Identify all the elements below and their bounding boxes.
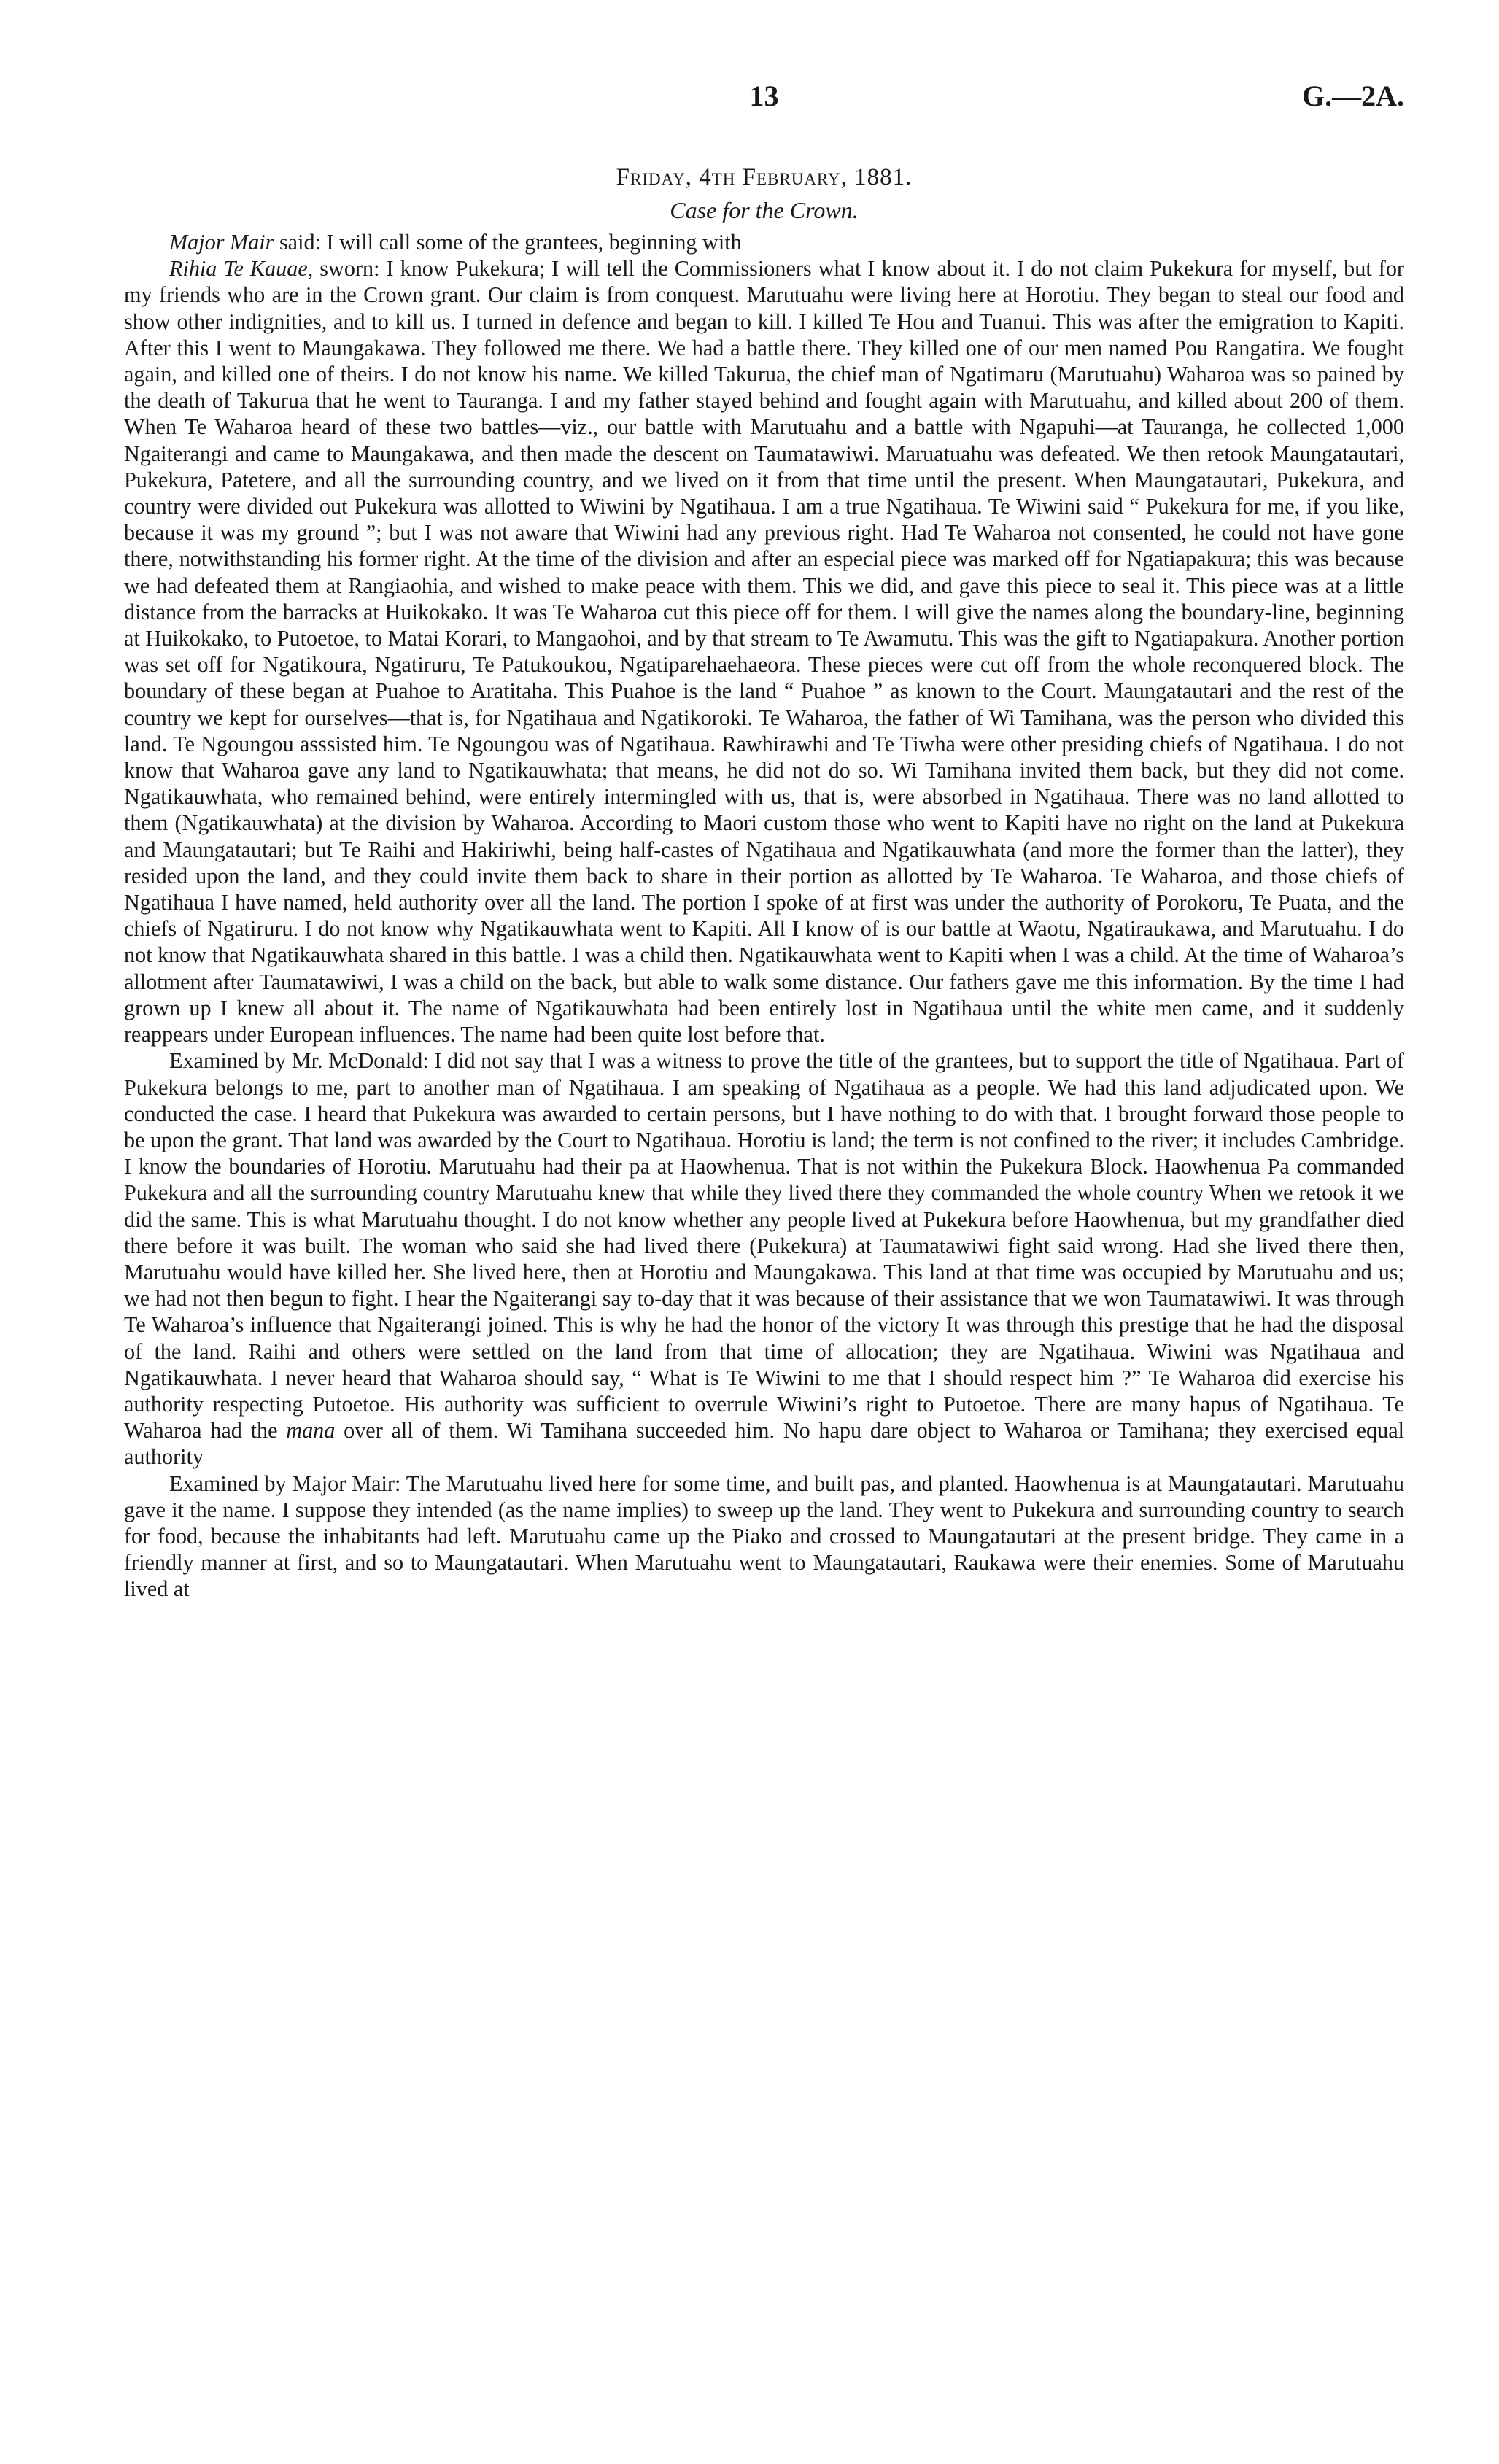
italic-word: mana <box>286 1418 336 1444</box>
page-reference: G.—2A. <box>1302 80 1404 112</box>
paragraph-text: , sworn: I know Pukekura; I will tell the Commissioners what I know about it. I do not claim Pukekura for myself, but for my friends who are in the Crown grant. Our claim is from conquest. Marutuahu were living here at Horotiu. They began to steal our food and show other indignities, and to kill us. I turned in defence and began to kill. I killed Te Hou and Tuanui. This was after the emigration to Kapiti. After this I went to Maungakawa. They followed me there. We had a battle there. They killed one of our men named Pou Rangatira. We fought again, and killed one of theirs. I do not know his name. We killed Takurua, the chief man of Ngatimaru (Marutuahu) Waharoa was so pained by the death of Takurua that he went to Tauranga. I and my father stayed behind and fought again with Marutuahu, and killed about 200 of them. When Te Waharoa heard of these two battles—viz., our battle with Marutuahu and a battle with Ngapuhi—at Tauranga, he collected 1,000 Ngaiterangi and came to Maungakawa, and then made the descent on Taumatawiwi. Maruatuahu was defeated. We then retook Maungatautari, Pukekura, Patetere, and all the surrounding country, and we lived on it from that time until the present. When Maungatautari, Pukekura, and country were divided out Pukekura was allotted to Wiwini by Ngatihaua. I am a true Ngatihaua. Te Wiwini said “ Pukekura for me, if you like, because it was my ground ”; but I was not aware that Wiwini had any previous right. Had Te Waharoa not consented, he could not have gone there, notwithstanding his former right. At the time of the division and after an especial piece was marked off for Ngatiapakura; this was because we had defeated them at Rangiaohia, and wished to make peace with them. This we did, and gave this piece to seal it. This piece was at a little distance from the barracks at Huikokako. It was Te Waharoa cut this piece off for them. I will give the names along the boundary-line, beginning at Huikokako, to Putoetoe, to Matai Korari, to Mangaohoi, and by that stream to Te Awamutu. This was the gift to Ngatiapakura. Another portion was set off for Ngatikoura, Ngatiruru, Te Patukoukou, Ngatiparehaehaeora. These pieces were cut off from the whole reconquered block. The boundary of these began at Puahoe to Aratitaha. This Puahoe is the land “ Puahoe ” as known to the Court. Maungatautari and the rest of the country we kept for ourselves—that is, for Ngatihaua and Ngatikoroki. Te Waharoa, the father of Wi Tamihana, was the person who divided this land. Te Ngoungou asssisted him. Te Ngoungou was of Ngatihaua. Rawhirawhi and Te Tiwha were other presiding chiefs of Ngatihaua. I do not know that Waharoa gave any land to Ngatikauwhata; that means, he did not do so. Wi Tamihana invited them back, but they did not come. Ngatikauwhata, who remained behind, were entirely intermingled with us, that is, were absorbed in Ngatihaua. There was no land allotted to them (Ngatikauwhata) at the division by Waharoa. According to Maori custom those who went to Kapiti have no right on the land at Pukekura and Maungatautari; but Te Raihi and Hakiriwhi, being half-castes of Ngatihaua and Ngatikauwhata (and more the former than the latter), they resided upon the land, and they could invite them back to share in their portion as allotted by Te Waharoa. Te Waharoa, and those chiefs of Ngatihaua I have named, held authority over all the land. The portion I spoke of at first was under the authority of Porokoru, Te Puata, and the chiefs of Ngatiruru. I do not know why Ngatikauwhata went to Kapiti. All I know of is our battle at Waotu, Ngatiraukawa, and Marutuahu. I do not know that Ngatikauwhata shared in this battle. I was a child then. Ngatikauwhata went to Kapiti when I was a child. At the time of Waharoa’s allotment after Taumatawiwi, I was a child on the back, but able to walk some distance. Our fathers gave me this information. By the time I had grown up I knew all about it. The name of Ngatikauwhata had been entirely lost in Ngatihaua until the white men came, and it suddenly reappears under European influences. The name had been quite lost before that. <box>124 256 1404 1047</box>
paragraph-text: Examined by Major Mair: The Marutuahu lived here for some time, and built pas, and planted. Haowhenua is at Maungatautari. Marutuahu gave it the name. I suppose they intended (as the name implies) to sweep up the land. They went to Pukekura and surrounding country to search for food, because the inhabitants had left. Marutuahu came up the Piako and crossed to Maungatautari at the present bridge. They came in a friendly manner at first, and so to Maungatautari. When Marutuahu went to Maungatautari, Raukawa were their enemies. Some of Marutuahu lived at <box>124 1471 1404 1602</box>
paragraph-text-continued: over all of them. Wi Tamihana succeeded him. No hapu dare object to Waharoa or Tamihana; they exercised equal authority <box>124 1418 1404 1470</box>
speaker-name: Major Mair <box>169 230 274 255</box>
paragraph <box>124 1047 1404 1470</box>
page-header <box>124 79 1404 123</box>
case-heading: Case for the Crown. <box>670 197 859 223</box>
date-heading: Friday, 4th February, 1881. <box>616 164 913 190</box>
paragraph <box>124 255 1404 1047</box>
paragraph-text: said: I will call some of the grantees, beginning with <box>274 230 742 255</box>
document-page <box>124 79 1404 1603</box>
paragraph <box>124 1471 1404 1603</box>
page-number: 13 <box>749 80 779 112</box>
speaker-name: Rihia Te Kauae <box>169 256 308 282</box>
paragraph-text: Examined by Mr. McDonald: I did not say that I was a witness to prove the title of the grantees, but to support the title of Ngatihaua. Part of Pukekura belongs to me, part to another man of Ngatihaua. I am speaking of Ngatihaua as a people. We had this land adjudicated upon. We conducted the case. I heard that Pukekura was awarded to certain persons, but I have nothing to do with that. I brought forward those people to be upon the grant. That land was awarded by the Court to Ngatihaua. Horotiu is land; the term is not confined to the river; it includes Cambridge. I know the boundaries of Horotiu. Marutuahu had their pa at Haowhenua. That is not within the Pukekura Block. Haowhenua Pa commanded Pukekura and all the surrounding country Marutuahu knew that while they lived there they commanded the whole country When we retook it we did the same. This is what Marutuahu thought. I do not know whether any people lived at Pukekura before Haowhenua, but my grandfather died there before it was built. The woman who said she had lived there (Pukekura) at Taumatawiwi fight said wrong. Had she lived there then, Marutuahu would have killed her. She lived here, then at Horotiu and Maungakawa. This land at that time was occupied by Marutuahu and us; we had not then begun to fight. I hear the Ngaiterangi say to-day that it was because of their assistance that we won Taumatawiwi. It was through Te Waharoa’s influence that Ngaiterangi joined. This is why he had the honor of the victory It was through this prestige that he had the disposal of the land. Raihi and others were settled on the land from that time of allocation; they are Ngatihaua. Wiwini was Ngatihaua and Ngatikauwhata. I never heard that Waharoa should say, “ What is Te Wiwini to me that I should respect him ?” Te Waharoa did exercise his authority respecting Putoetoe. His authority was sufficient to overrule Wiwini’s right to Putoetoe. There are many hapus of Ngatihaua. Te Waharoa had the <box>124 1048 1404 1444</box>
paragraph <box>124 229 1404 255</box>
body-text <box>124 229 1404 1603</box>
